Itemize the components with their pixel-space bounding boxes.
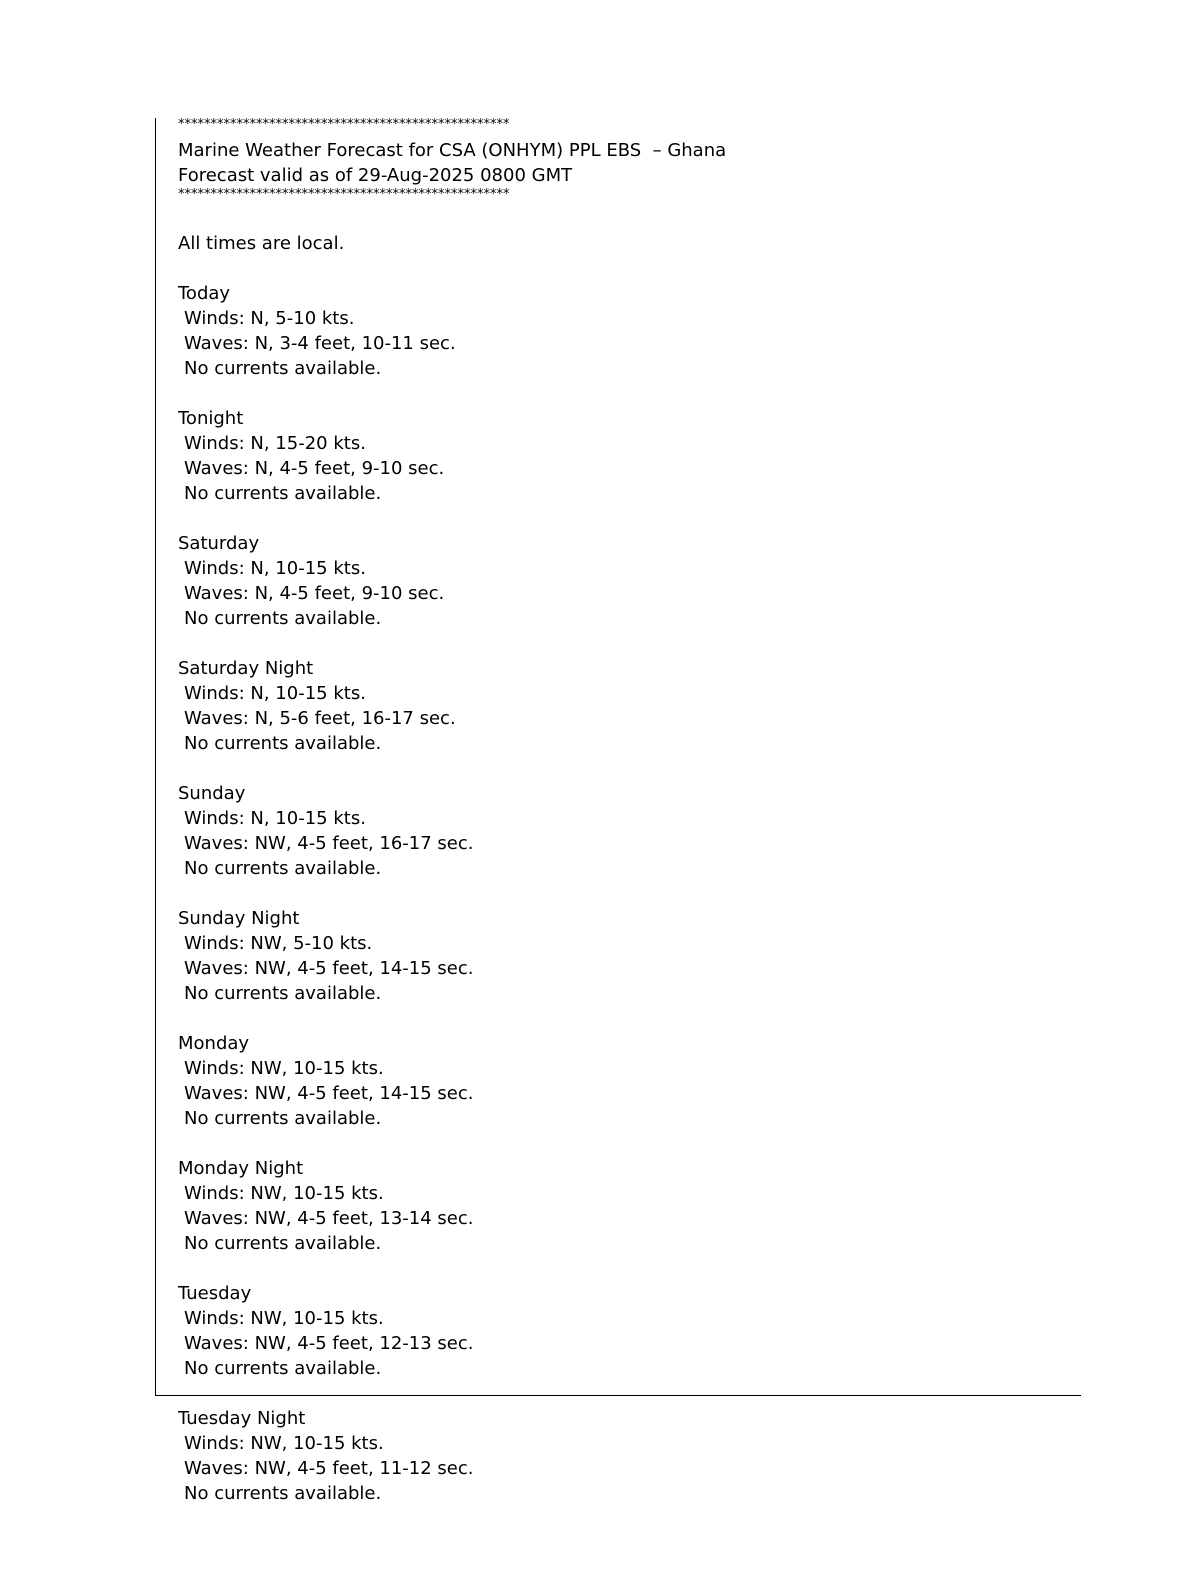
forecast-valid-time: Forecast valid as of 29-Aug-2025 0800 GMT (178, 165, 573, 186)
period-currents: No currents available. (184, 483, 382, 504)
period-currents: No currents available. (184, 358, 382, 379)
period-waves: Waves: N, 3-4 feet, 10-11 sec. (184, 333, 456, 354)
period-winds: Winds: NW, 10-15 kts. (184, 1183, 384, 1204)
forecast-content (178, 118, 1058, 1506)
period-name: Tonight (178, 408, 244, 429)
period-name: Sunday (178, 783, 246, 804)
period-waves: Waves: NW, 4-5 feet, 14-15 sec. (184, 958, 474, 979)
period-waves: Waves: NW, 4-5 feet, 11-12 sec. (184, 1458, 474, 1479)
period-currents: No currents available. (184, 1108, 382, 1129)
stars-divider-bottom: *************************************************** (178, 187, 510, 202)
period-waves: Waves: N, 5-6 feet, 16-17 sec. (184, 708, 456, 729)
period-winds: Winds: NW, 10-15 kts. (184, 1433, 384, 1454)
period-currents: No currents available. (184, 1358, 382, 1379)
period-winds: Winds: N, 10-15 kts. (184, 808, 366, 829)
period-winds: Winds: N, 10-15 kts. (184, 683, 366, 704)
stars-divider-top: *************************************************** (178, 117, 510, 132)
period-name: Tuesday (178, 1283, 252, 1304)
forecast-period (178, 1406, 1058, 1506)
period-winds: Winds: NW, 5-10 kts. (184, 933, 373, 954)
period-name: Today (178, 283, 231, 304)
forecast-period (178, 1031, 1058, 1131)
forecast-period (178, 656, 1058, 756)
times-note: All times are local. (178, 233, 345, 254)
period-winds: Winds: NW, 10-15 kts. (184, 1308, 384, 1329)
period-waves: Waves: NW, 4-5 feet, 12-13 sec. (184, 1333, 474, 1354)
period-currents: No currents available. (184, 858, 382, 879)
period-name: Saturday (178, 533, 260, 554)
forecast-period (178, 281, 1058, 381)
period-name: Sunday Night (178, 908, 300, 929)
period-name: Tuesday Night (178, 1408, 306, 1429)
forecast-period (178, 906, 1058, 1006)
forecast-period (178, 781, 1058, 881)
period-currents: No currents available. (184, 1483, 382, 1504)
period-winds: Winds: N, 10-15 kts. (184, 558, 366, 579)
period-waves: Waves: N, 4-5 feet, 9-10 sec. (184, 458, 445, 479)
period-name: Monday Night (178, 1158, 304, 1179)
period-currents: No currents available. (184, 1233, 382, 1254)
left-border-line (155, 118, 156, 1396)
forecast-period (178, 531, 1058, 631)
period-currents: No currents available. (184, 983, 382, 1004)
forecast-period (178, 1281, 1058, 1381)
period-waves: Waves: NW, 4-5 feet, 16-17 sec. (184, 833, 474, 854)
forecast-title: Marine Weather Forecast for CSA (ONHYM) PPL EBS – Ghana (178, 140, 727, 161)
period-waves: Waves: N, 4-5 feet, 9-10 sec. (184, 583, 445, 604)
period-currents: No currents available. (184, 733, 382, 754)
period-winds: Winds: N, 15-20 kts. (184, 433, 366, 454)
forecast-period (178, 406, 1058, 506)
period-name: Saturday Night (178, 658, 314, 679)
period-winds: Winds: N, 5-10 kts. (184, 308, 355, 329)
period-winds: Winds: NW, 10-15 kts. (184, 1058, 384, 1079)
period-waves: Waves: NW, 4-5 feet, 14-15 sec. (184, 1083, 474, 1104)
period-name: Monday (178, 1033, 250, 1054)
period-currents: No currents available. (184, 608, 382, 629)
forecast-period (178, 1156, 1058, 1256)
period-waves: Waves: NW, 4-5 feet, 13-14 sec. (184, 1208, 474, 1229)
